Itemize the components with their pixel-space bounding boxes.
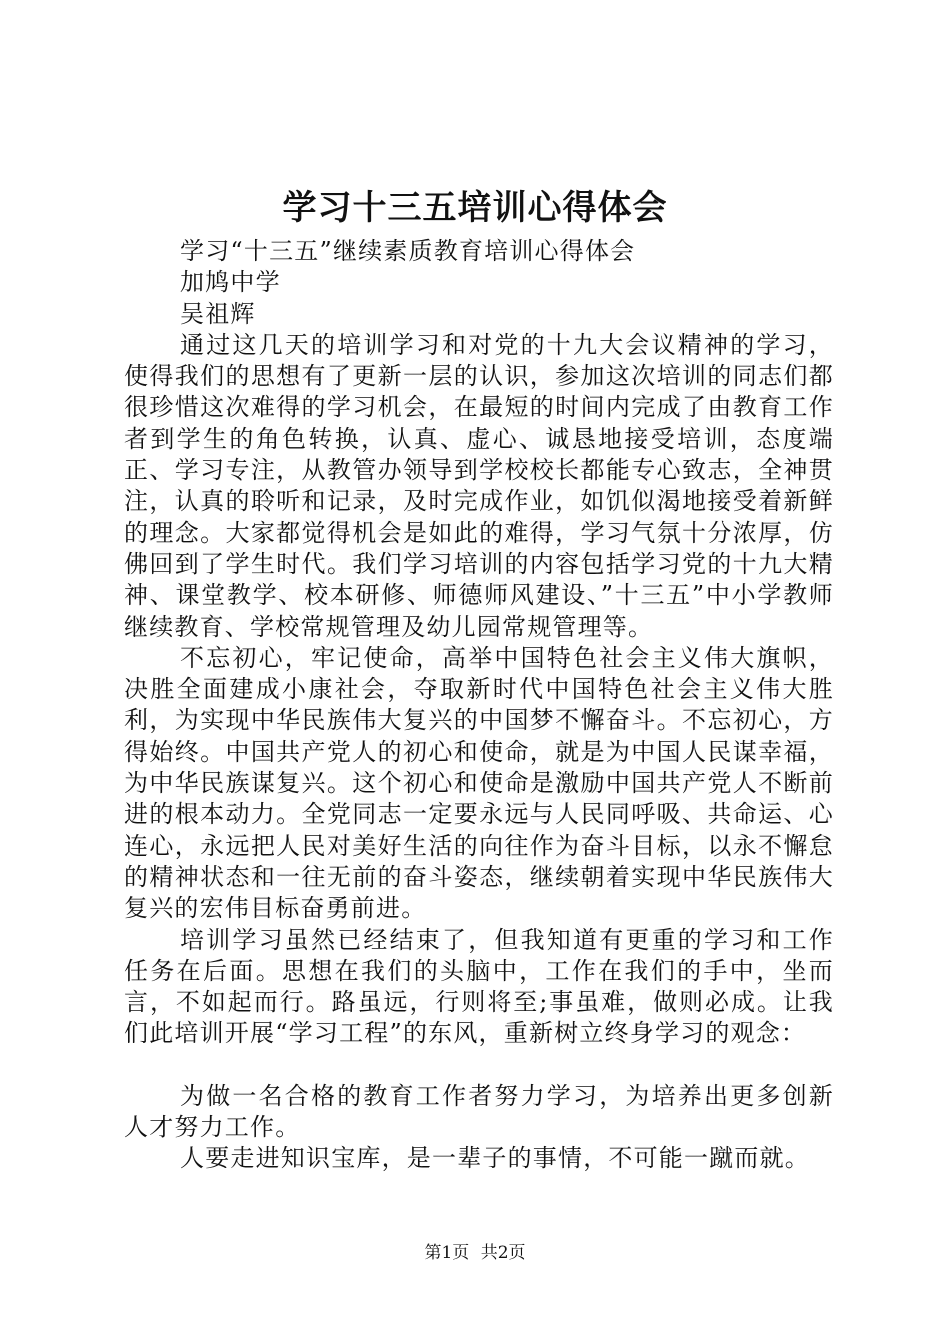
page-number: 第1页 [424,1243,470,1263]
page-footer [0,1241,950,1265]
paragraph-3: 培训学习虽然已经结束了，但我知道有更重的学习和工作任务在后面。思想在我们的头脑中，工作在我们的手中，坐而言，不如起而行。路虽远，行则将至;事虽难，做则必成。让我们此培训开展“学习工程”的东风，重新树立终身学习的观念： [124,925,834,1048]
paragraph-5: 人要走进知识宝库，是一辈子的事情，不可能一蹴而就。 [180,1144,810,1173]
document-title: 学习十三五培训心得体会 [282,188,668,228]
paragraph-2: 不忘初心，牢记使命，高举中国特色社会主义伟大旗帜，决胜全面建成小康社会，夺取新时代中国特色社会主义伟大胜利，为实现中华民族伟大复兴的中国梦不懈奋斗。不忘初心，方得始终。中国共产党人的初心和使命，就是为中国人民谋幸福，为中华民族谋复兴。这个初心和使命是激励中国共产党人不断前进的根本动力。全党同志一定要永远与人民同呼吸、共命运、心连心，永远把人民对美好生活的向往作为奋斗目标，以永不懈怠的精神状态和一往无前的奋斗姿态，继续朝着实现中华民族伟大复兴的宏伟目标奋勇前进。 [124,643,834,923]
paragraph-1: 通过这几天的培训学习和对党的十九大会议精神的学习，使得我们的思想有了更新一层的认识，参加这次培训的同志们都很珍惜这次难得的学习机会，在最短的时间内完成了由教育工作者到学生的角色转换，认真、虚心、诚恳地接受培训，态度端正、学习专注，从教管办领导到学校校长都能专心致志，全神贯注，认真的聆听和记录，及时完成作业，如饥似渴地接受着新鲜的理念。大家都觉得机会是如此的难得，学习气氛十分浓厚，仿佛回到了学生时代。我们学习培训的内容包括学习党的十九大精神、课堂教学、校本研修、师德师风建设、”十三五”中小学教师继续教育、学校常规管理及幼儿园常规管理等。 [124,330,834,641]
paragraph-4: 为做一名合格的教育工作者努力学习，为培养出更多创新人才努力工作。 [124,1081,834,1142]
document-body [124,236,834,1175]
page-total: 共2页 [480,1243,526,1263]
school-name: 加鸠中学 [180,268,281,297]
paragraph-gap [124,1050,834,1081]
author-name: 吴祖辉 [180,299,256,328]
document-subtitle: 学习“十三五”继续素质教育培训心得体会 [180,237,636,265]
